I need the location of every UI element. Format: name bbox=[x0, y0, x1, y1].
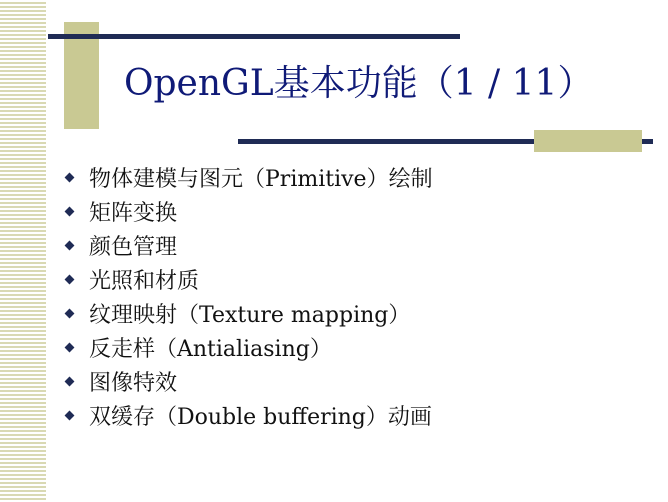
bullet-text: 颜色管理 bbox=[89, 234, 178, 260]
slide-title: OpenGL基本功能（1 / 11） bbox=[124, 63, 594, 104]
bullet-text: 纹理映射（Texture mapping） bbox=[89, 302, 411, 328]
list-item bbox=[66, 194, 433, 228]
bullet-list bbox=[66, 160, 433, 432]
bullet-text: 光照和材质 bbox=[89, 268, 200, 294]
diamond-bullet-icon bbox=[65, 172, 75, 182]
decorative-block-right bbox=[534, 130, 642, 152]
bullet-text: 双缓存（Double buffering）动画 bbox=[89, 404, 432, 430]
list-item bbox=[66, 364, 433, 398]
diamond-bullet-icon bbox=[65, 376, 75, 386]
decorative-stripe-band bbox=[0, 0, 46, 502]
diamond-bullet-icon bbox=[65, 342, 75, 352]
list-item bbox=[66, 262, 433, 296]
diamond-bullet-icon bbox=[65, 274, 75, 284]
list-item bbox=[66, 330, 433, 364]
diamond-bullet-icon bbox=[65, 240, 75, 250]
title-rule-top bbox=[48, 34, 460, 39]
diamond-bullet-icon bbox=[65, 410, 75, 420]
bullet-text: 反走样（Antialiasing） bbox=[89, 336, 332, 362]
bullet-text: 图像特效 bbox=[89, 370, 178, 396]
list-item bbox=[66, 160, 433, 194]
list-item bbox=[66, 296, 433, 330]
diamond-bullet-icon bbox=[65, 206, 75, 216]
list-item bbox=[66, 228, 433, 262]
bullet-text: 物体建模与图元（Primitive）绘制 bbox=[89, 166, 433, 192]
bullet-text: 矩阵变换 bbox=[89, 200, 178, 226]
diamond-bullet-icon bbox=[65, 308, 75, 318]
list-item bbox=[66, 398, 433, 432]
